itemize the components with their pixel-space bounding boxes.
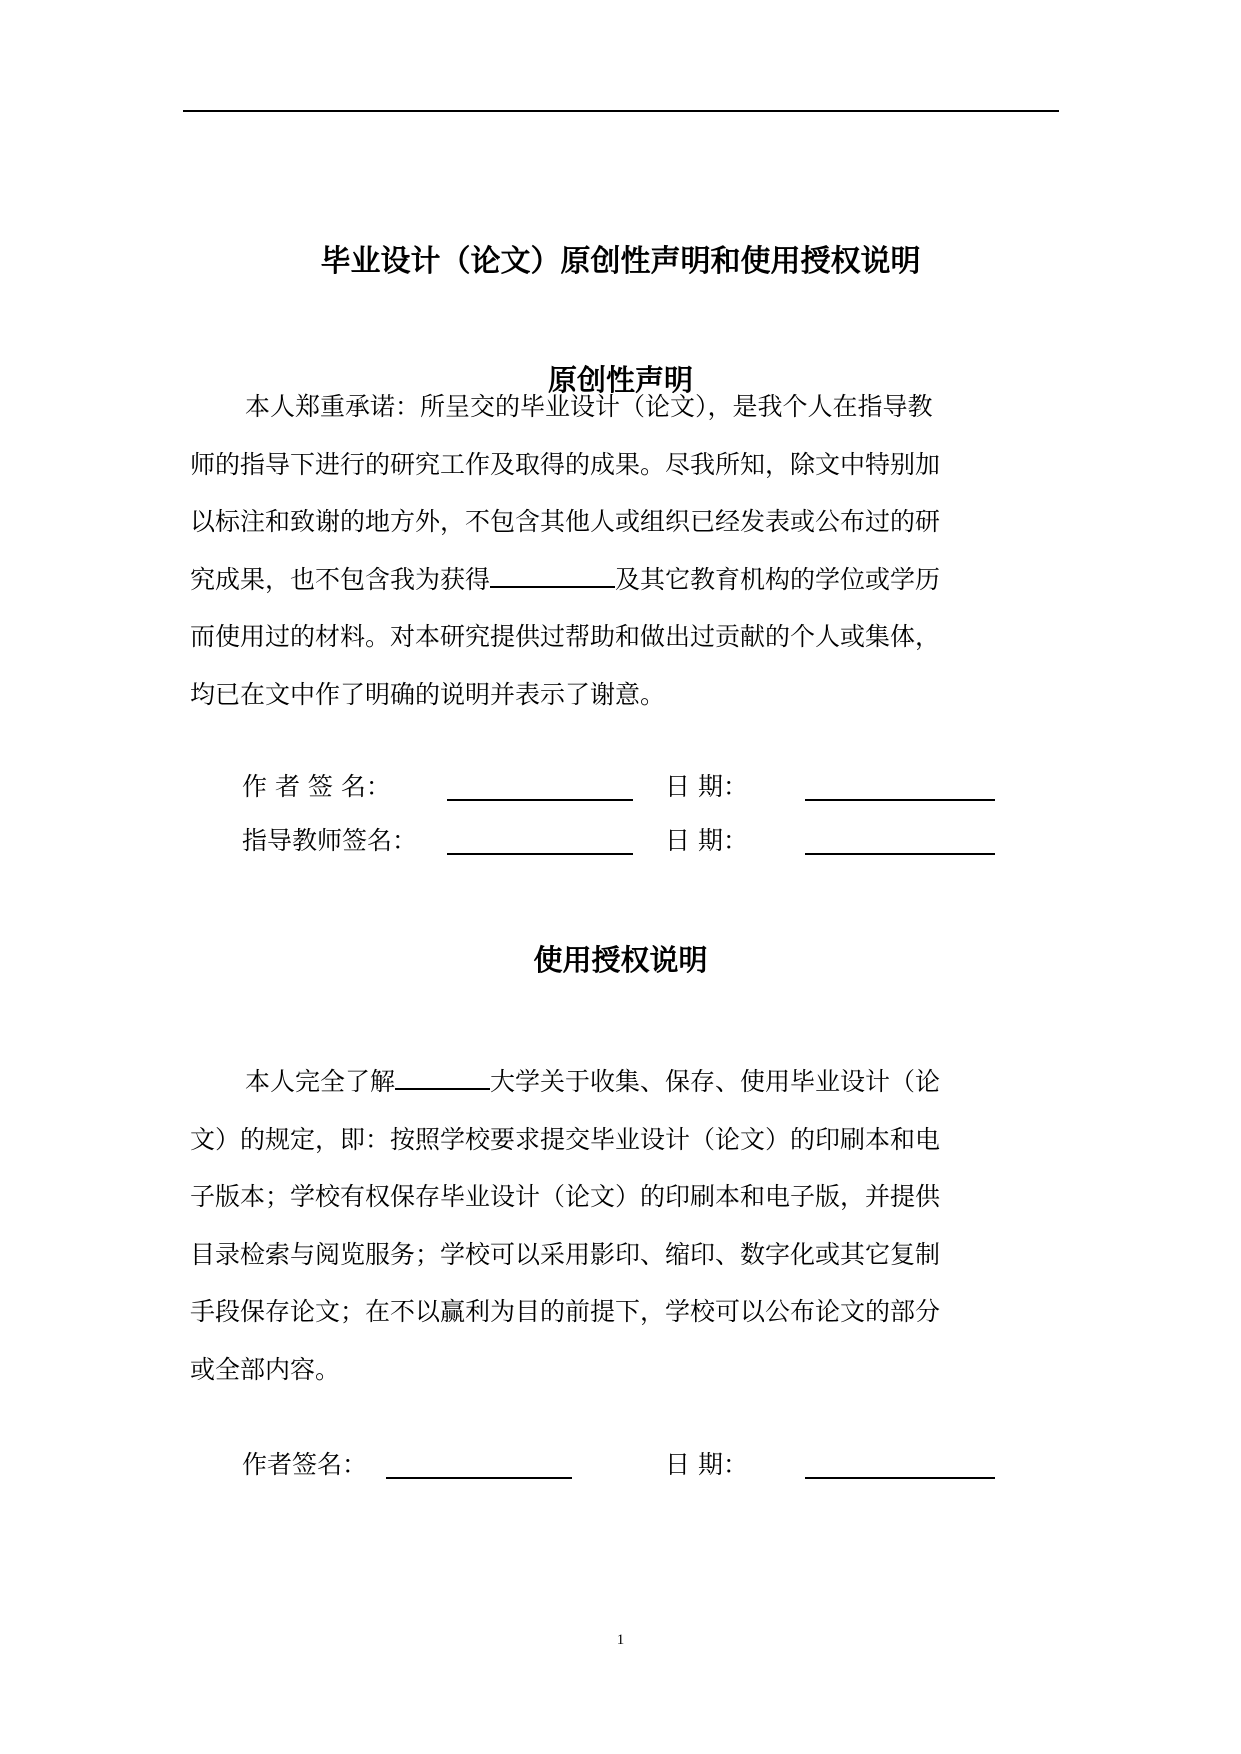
paragraph-line: 手段保存论文；在不以赢利为目的前提下，学校可以公布论文的部分	[190, 1297, 941, 1326]
paragraph-text: 及其它教育机构的学位或学历	[615, 564, 941, 594]
final-signature-row	[0, 1445, 1241, 1485]
paragraph-line: 师的指导下进行的研究工作及取得的成果。尽我所知，除文中特别加	[190, 449, 941, 479]
paragraph-text: 究成果，也不包含我为获得	[190, 564, 491, 594]
paragraph-line-with-blank	[190, 1053, 1060, 1111]
paragraph-line: 文）的规定，即：按照学校要求提交毕业设计（论文）的印刷本和电	[190, 1124, 941, 1154]
paragraph-line: 均已在文中作了明确的说明并表示了谢意。	[190, 679, 666, 709]
final-signature-field[interactable]	[386, 1477, 572, 1479]
paragraph-line-with-blank	[190, 551, 1060, 609]
authorization-heading: 使用授权说明	[533, 943, 708, 977]
author-signature-field[interactable]	[447, 799, 633, 801]
advisor-signature-field[interactable]	[447, 853, 633, 855]
author-date-label: 日 期：	[665, 772, 748, 801]
final-date-label: 日 期：	[665, 1450, 748, 1479]
paragraph-line: 本人郑重承诺：所呈交的毕业设计（论文），是我个人在指导教	[245, 392, 933, 421]
paragraph-line: 或全部内容。	[190, 1354, 341, 1384]
institution-blank-field[interactable]	[490, 564, 615, 588]
advisor-date-label: 日 期：	[665, 826, 748, 855]
header-rule	[183, 110, 1059, 112]
paragraph-line: 子版本；学校有权保存毕业设计（论文）的印刷本和电子版，并提供	[190, 1182, 941, 1211]
advisor-signature-label: 指导教师签名：	[242, 826, 418, 855]
paragraph-line: 目录检索与阅览服务；学校可以采用影印、缩印、数字化或其它复制	[190, 1239, 941, 1269]
document-title: 毕业设计（论文）原创性声明和使用授权说明	[320, 244, 921, 279]
final-signature-label: 作者签名：	[242, 1450, 368, 1479]
paragraph-text: 大学关于收集、保存、使用毕业设计（论	[490, 1067, 941, 1096]
paragraph-text: 本人完全了解	[245, 1067, 396, 1096]
advisor-date-field[interactable]	[805, 853, 995, 855]
originality-paragraph	[190, 378, 1060, 723]
advisor-signature-row	[0, 821, 1241, 861]
university-blank-field[interactable]	[395, 1066, 490, 1090]
paragraph-line: 而使用过的材料。对本研究提供过帮助和做出过贡献的个人或集体，	[190, 622, 941, 651]
authorization-paragraph	[190, 1053, 1060, 1398]
originality-heading: 原创性声明	[547, 363, 693, 397]
final-date-field[interactable]	[805, 1477, 995, 1479]
author-signature-row	[0, 767, 1241, 807]
page-number: 1	[616, 1632, 625, 1648]
paragraph-line: 以标注和致谢的地方外，不包含其他人或组织已经发表或公布过的研	[190, 507, 941, 536]
author-signature-label: 作 者 签 名：	[242, 772, 391, 801]
author-date-field[interactable]	[805, 799, 995, 801]
